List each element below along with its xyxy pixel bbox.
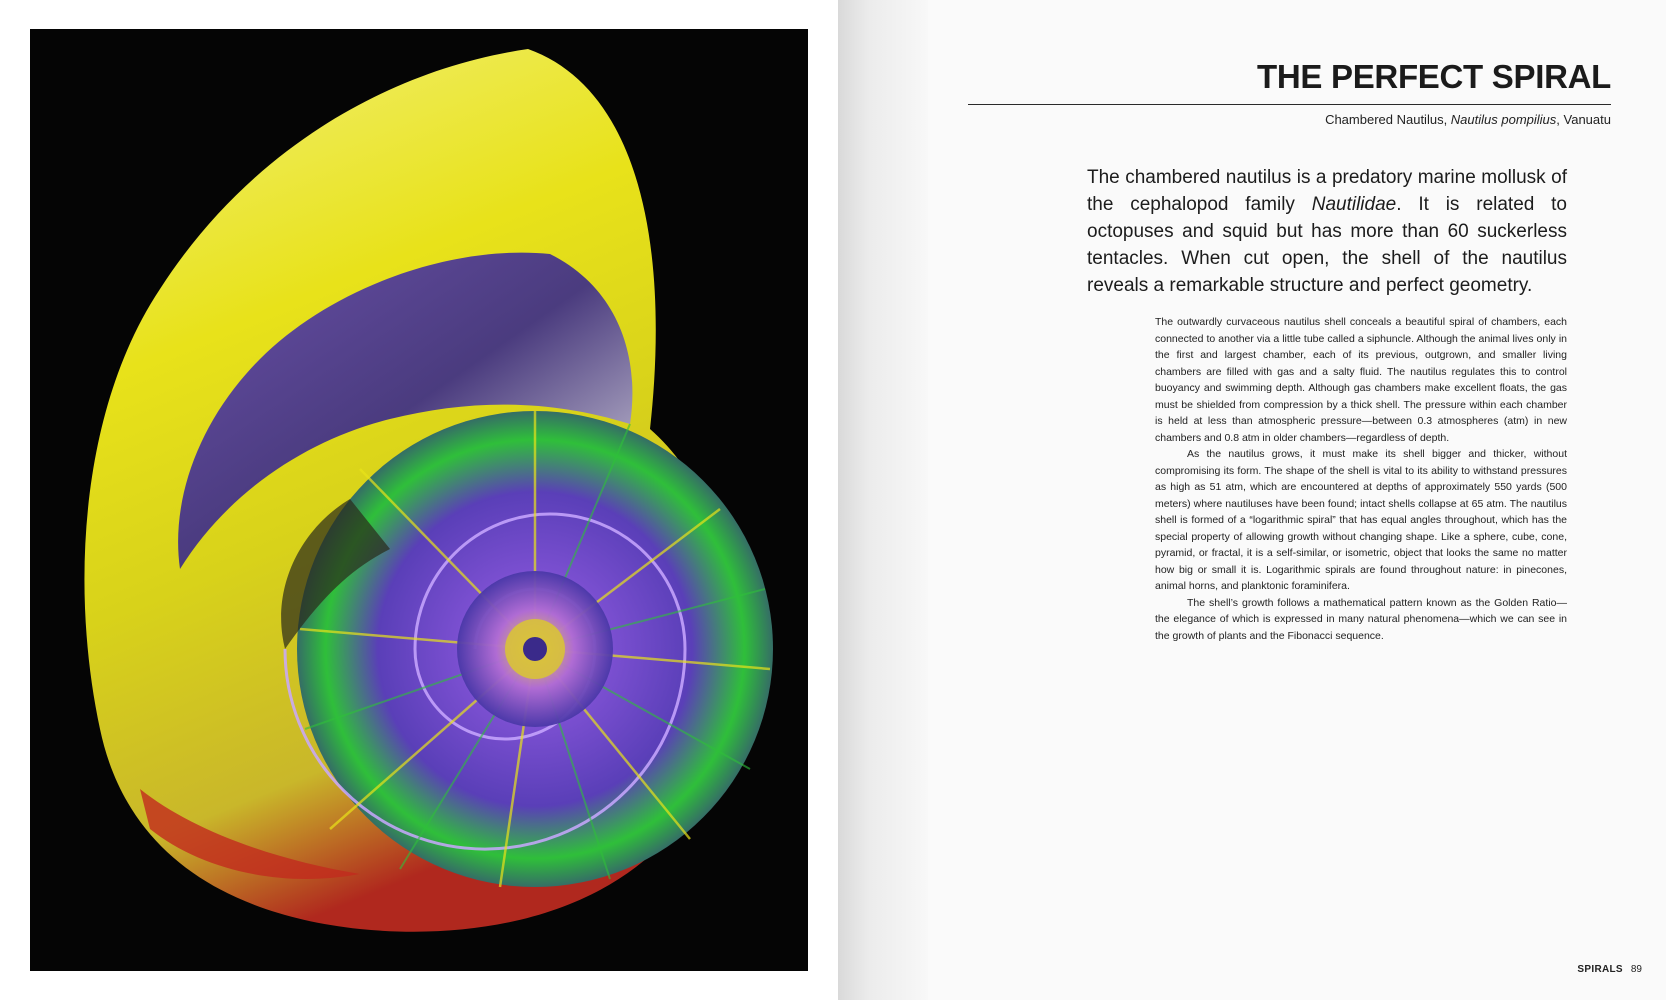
image-caption [1325, 112, 1611, 127]
section-name: SPIRALS [1577, 964, 1623, 975]
caption-location: , Vanuatu [1556, 112, 1611, 127]
page-title: THE PERFECT SPIRAL [1257, 58, 1611, 95]
caption-common-name: Chambered Nautilus, [1325, 112, 1451, 127]
body-text [1155, 314, 1567, 644]
lede-family-name: Nautilidae [1311, 194, 1397, 215]
lede-paragraph [1087, 164, 1567, 299]
nautilus-shell-illustration [30, 29, 808, 971]
page-footer [1577, 964, 1642, 975]
spine-gutter [838, 0, 928, 1000]
title-rule [968, 104, 1611, 105]
lede-part-1: The chambered nautilus is a predatory marine mollusk of the cephalopod family [1087, 167, 1567, 215]
body-paragraph-1: The outwardly curvaceous nautilus shell conceals a beautiful spiral of chambers, each connected to another via a little tube called a siphuncle. Although the animal lives only in the first and largest chamber, each of its previous, outgrown, and smaller living chambers are filled with gas and a salty fluid. The nautilus regulates this to control buoyancy and swimming depth. Although gas chambers make excellent floats, the gas must be shielded from compression by a thick shell. The pressure within each chamber is held at less than atmospheric pressure—between 0.3 atmospheres (atm) in new chambers and 0.8 atm in older chambers—regardless of depth. [1155, 316, 1567, 444]
caption-latin-name: Nautilus pompilius [1450, 112, 1557, 127]
body-paragraph-3: The shell’s growth follows a mathematical pattern known as the Golden Ratio—the elegance of which is expressed in many natural phenomena—which we can see in the growth of plants and the Fibonacci sequence. [1155, 596, 1567, 642]
nautilus-shell-image [30, 29, 808, 971]
lede-part-2: . It is related to octopuses and squid but has more than 60 suckerless tentacles. When cut open, the shell of the nautilus reveals a remarkable structure and perfect geometry. [1087, 194, 1567, 296]
body-paragraph-2: As the nautilus grows, it must make its shell bigger and thicker, without compromising its form. The shape of the shell is vital to its ability to withstand pressures as high as 51 atm, which are encountered at depths of approximately 550 yards (500 meters) where nautiluses have been found; intact shells collapse at 65 atm. The nautilus shell is formed of a “logarithmic spiral” that has equal angles throughout, which has the special property of allowing growth without changing shape. Like a sphere, cube, cone, pyramid, or fractal, it is a self-similar, or isometric, object that looks the same no matter how big or small it is. Logarithmic spirals are found throughout nature: in pinecones, animal horns, and planktonic foraminifera. [1155, 448, 1567, 592]
right-page [928, 0, 1666, 1000]
page-number: 89 [1630, 964, 1642, 975]
